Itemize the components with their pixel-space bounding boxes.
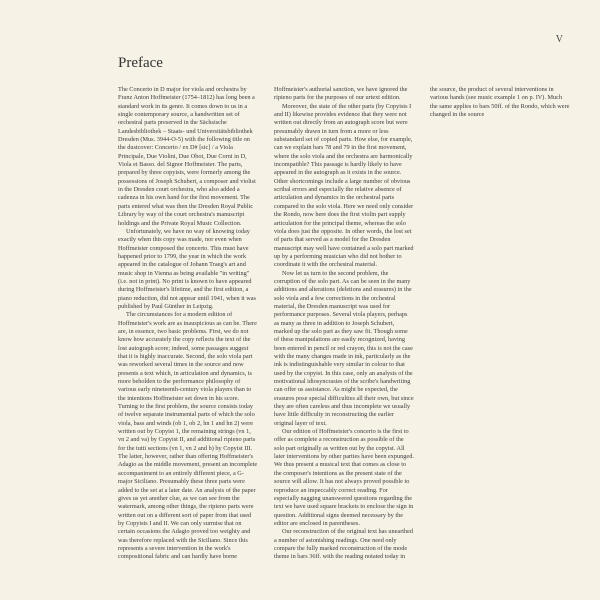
- page-title: Preface: [118, 55, 163, 71]
- paragraph: Now let us turn to the second problem, the corruption of the solo part. As can be seen in the many additions and alterations (deletions and erasures) in the solo viola and a few corrections in the orchestral material, the Dresden manuscript was used for performance purposes. Several viola players, perhaps as many as three in addition to Joseph Schubert, marked up the solo part as they saw fit. Though some of these manipulations are easily recognized, having been entered in pencil or red crayon, this is not the case with the many changes made in ink, particularly as the ink is indistinguishable very similar in colour to that used by the copyist. In this case, only an analysis of the motivational idiosyncrasies of the scribe's handwriting can offer us assistance. As might be expected, the erasures pose special difficulties all their own, but since they are often careless and thus incomplete we usually have little difficulty in reconstructing the earlier original layer of text.: [274, 269, 414, 427]
- body-text: [118, 86, 570, 564]
- paragraph: Our reconstruction of the original text has unearthed a number of astonishing readings. One need only compare the fully marked reconstruction of the mode theme in bars 36ff. with the reading notated today in the source, the product of several interventions in various hands (see music example 1 on p. IV). Much the same applies to bars 50ff. of the Rondo, which were changed in the source: [274, 86, 570, 561]
- paragraph: The Concerto in D major for viola and orchestra by Franz Anton Hoffmeister (1754–1812) has long been a standard work in its genre. It comes down to us in a single contemporary source, a handwritten set of orchestral parts preserved in the Sächsische Landesbibliothek – Staats- und Universitätsbibliothek Dresden (Mus. 3944-O-5) with the following title on the dustcover: Concerto / ex D# [sic] / a Viola Principale, Due Violini, Due Oboi, Due Corni in D, Viola et Basso. del Signor Hoffmeister. The parts, prepared by three copyists, were formerly among the possessions of Joseph Schubert, a composer and violist in the Dresden court orchestra, who also added a cadenza in his own hand for the first movement. The parts entered what was then the Dresden Royal Public Library by way of the court orchestra's manuscript holdings and the Private Royal Music Collection.: [118, 86, 256, 227]
- paragraph: Our edition of Hoffmeister's concerto is the first to offer as complete a reconstruction as possible of the solo part originally as written out by the copyist. All later interventions by other parties have been expunged. We thus present a musical text that comes as close to the composer's intentions as the present state of the source will allow. It has not always proved possible to reproduce an impeccably correct reading. For especially nagging unanswered questions regarding the text we have used square brackets to enclose the sign in question. Additional signs deemed necessary by the editor are enclosed in parentheses.: [274, 428, 414, 527]
- paragraph: Turning to the first problem, the source consists today of twelve separate instrumental parts of which the solo viola, bass and winds (ob 1, ob 2, hn 1 and hn 2) were written out by Copyist 1, the remaining strings (vn 1, vn 2 and va) by Copyist II, and additional ripieno parts for the tutti sections (vn 1, vn 2 and b) by Copyist III. The latter, however, rather than offering Hoffmeister's Adagio as the middle movement, present an incomplete accompaniment to an entirely different piece, a G-major Siciliano. Presumably these three parts were added to the set at a later date. An analysis of the paper gives us yet another clue, as we can see from the watermark, among other things, the ripieno parts were written out on a different sort of paper from that used by Copyists I and II. We can only surmise that on certain occasions the Adagio proved too weighty and was therefore replaced with the Siciliano. Since this represents a severe intervention in the work's compositional fabric and can hardly have borne Hoffmeister's authorial sanction, we have ignored the ripieno parts for the purposes of our urtext edition.: [118, 86, 408, 561]
- paragraph: Unfortunately, we have no way of knowing today exactly when this copy was made, nor even when Hoffmeister composed the concerto. This must have happened prior to 1799, the year in which the work appeared in the catalogue of Johann Traeg's art and music shop in Vienna as being available "in writing" (i.e. not in print). No print is known to have appeared during Hoffmeister's lifetime, and the first edition, a piano reduction, did not appear until 1941, when it was published by Paul Günther in Leipzig.: [118, 227, 256, 310]
- paragraph: Moreover, the state of the other parts (by Copyists I and II) likewise provides evidence that they were not written out directly from an autograph score but were presumably drawn in turn from a more or less substandard set of copied parts. How else, for example, can we explain bars 78 and 79 in the first movement, where the solo viola and the orchestra are harmonically incompatible? This passage is hardly likely to have appeared in the autograph as it exists in the source. Other shortcomings include a large number of obvious scribal errors and especially the relative absence of articulation and dynamics in the orchestral parts compared to the solo viola. Here we need only consider the Rondo, now here does the first violin part supply articulation for the principal theme, whereas the solo viola does just the opposite. In other words, the lost set of parts that served as a model for the Dresden manuscript may well have contained a solo part marked up by a performing musician who did not bother to coordinate it with the orchestral material.: [274, 102, 414, 269]
- paragraph: The circumstances for a modern edition of Hoffmeister's work are as inauspicious as can be. There are, in essence, two basic problems. First, we do not know how accurately the copy reflects the text of the lost autograph score; indeed, some passages suggest that it is highly inaccurate. Second, the solo viola part was reworked several times in the source and now presents a text which, in articulation and dynamics, is more beholden to the performance philosophy of various early nineteenth-century viola players than to the intentions Hoffmeister set down in his score.: [118, 311, 257, 402]
- page-number: V: [555, 34, 563, 45]
